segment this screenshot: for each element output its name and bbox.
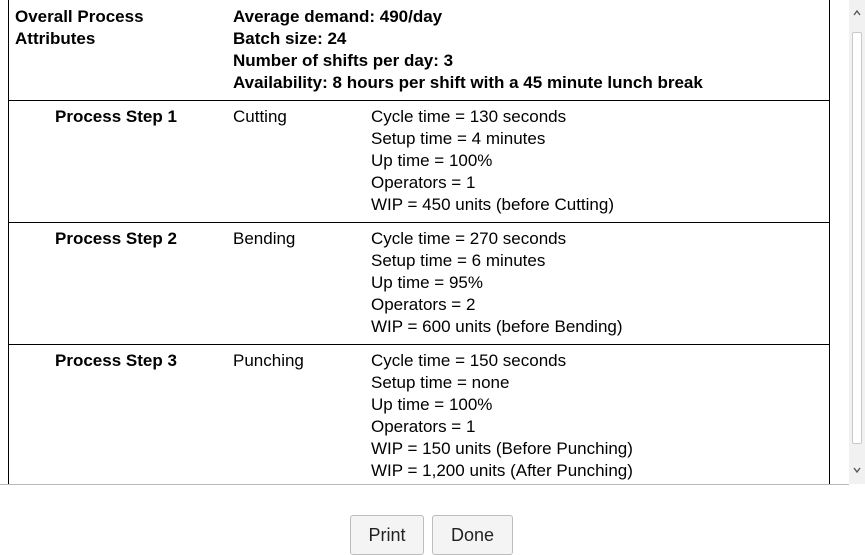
step-details: [371, 350, 633, 482]
detail-operators: Operators = 2: [371, 295, 476, 314]
step-details: [371, 106, 614, 216]
print-button[interactable]: Print: [350, 515, 424, 555]
detail-up-time: Up time = 100%: [371, 151, 493, 170]
step-label: Process Step 3: [55, 351, 177, 370]
detail-cycle-time: Cycle time = 150 seconds: [371, 351, 567, 370]
step-name: Cutting: [233, 107, 287, 126]
scrollbar-thumb[interactable]: [852, 32, 862, 444]
scroll-down-arrow-icon[interactable]: [853, 466, 861, 474]
detail-up-time: Up time = 95%: [371, 273, 483, 292]
detail-operators: Operators = 1: [371, 417, 476, 436]
overall-attributes-row: [9, 0, 829, 101]
attribute-availability: Availability: 8 hours per shift with a 45 minute lunch break: [233, 73, 703, 92]
process-step-row: [9, 101, 829, 223]
detail-cycle-time: Cycle time = 130 seconds: [371, 107, 567, 126]
vertical-scrollbar[interactable]: [849, 0, 865, 484]
detail-setup-time: Setup time = 4 minutes: [371, 129, 546, 148]
step-name: Punching: [233, 351, 304, 370]
attribute-batch-size: Batch size: 24: [233, 29, 347, 48]
done-button[interactable]: Done: [432, 515, 513, 555]
detail-cycle-time: Cycle time = 270 seconds: [371, 229, 567, 248]
process-step-row: [9, 223, 829, 345]
detail-operators: Operators = 1: [371, 173, 476, 192]
overall-attributes-list: [233, 6, 703, 94]
detail-wip: WIP = 450 units (before Cutting): [371, 195, 615, 214]
scroll-up-arrow-icon[interactable]: [853, 9, 861, 17]
detail-wip-after: WIP = 1,200 units (After Punching): [371, 461, 633, 480]
step-label: Process Step 2: [55, 229, 177, 248]
detail-setup-time: Setup time = 6 minutes: [371, 251, 546, 270]
overall-attributes-label: [15, 6, 144, 50]
detail-wip: WIP = 600 units (before Bending): [371, 317, 623, 336]
overall-label-line: Attributes: [15, 29, 96, 48]
attribute-shifts-per-day: Number of shifts per day: 3: [233, 51, 454, 70]
detail-wip-before: WIP = 150 units (Before Punching): [371, 439, 633, 458]
attribute-average-demand: Average demand: 490/day: [233, 7, 443, 26]
detail-up-time: Up time = 100%: [371, 395, 493, 414]
step-details: [371, 228, 623, 338]
step-label: Process Step 1: [55, 107, 177, 126]
step-name: Bending: [233, 229, 296, 248]
process-table: [8, 0, 830, 485]
overall-label-line: Overall Process: [15, 7, 144, 26]
process-step-row: [9, 345, 829, 485]
detail-setup-time: Setup time = none: [371, 373, 510, 392]
